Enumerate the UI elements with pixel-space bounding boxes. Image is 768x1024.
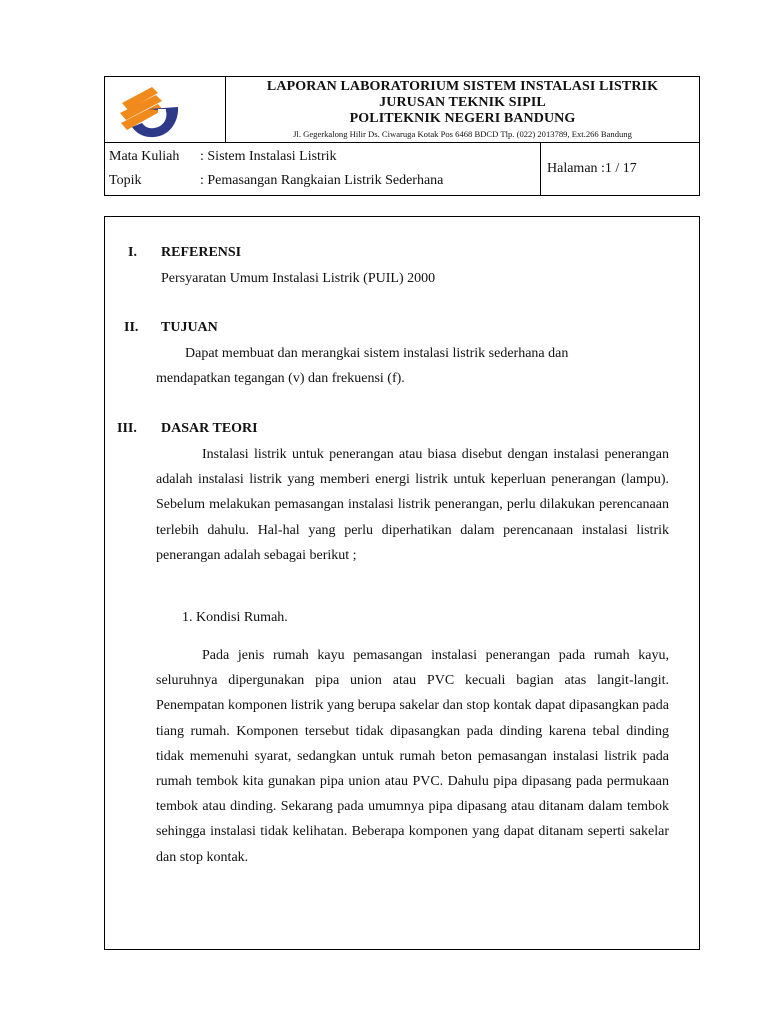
section-title: REFERENSI <box>161 245 242 260</box>
polban-logo-icon <box>118 83 182 139</box>
section-number: I. <box>128 245 137 260</box>
mata-kuliah-value: : Sistem Instalasi Listrik <box>200 149 337 164</box>
list-item-kondisi-rumah: 1. Kondisi Rumah. <box>182 610 288 625</box>
report-title: LAPORAN LABORATORIUM SISTEM INSTALASI LISTRIK <box>266 79 659 94</box>
topik-row <box>109 172 443 190</box>
dasar-teori-body: Pada jenis rumah kayu pemasangan instalasi penerangan pada rumah kayu, seluruhnya dipergunakan pipa union atau PVC kecuali bagian atas langit-langit. Penempatan komponen listrik yang berupa sakelar dan stop kontak dapat dipasangkan pada tiang rumah. Komponen tersebut tidak dipasangkan pada dinding karena tebal dinding tidak memenuhi syarat, sedangkan untuk rumah beton pemasangan instalasi listrik pada rumah tembok kita gunakan pipa union atau PVC. Dahulu pipa dipasang pada permukaan tembok atau dinding. Sekarang pada umumnya pipa dipasang atau ditanam dalam tembok sehingga instalasi tidak kelihatan. Beberapa komponen yang dapat ditanam seperti sakelar dan stop kontak. <box>156 648 669 865</box>
institution-name: POLITEKNIK NEGERI BANDUNG <box>349 111 576 126</box>
title-cell <box>226 77 699 143</box>
institution-address: Jl. Gegerkalong Hilir Ds. Ciwaruga Kotak Pos 6468 BDCD Tlp. (022) 2013789, Ext.266 Bandung <box>293 129 632 139</box>
dasar-teori-intro: Instalasi listrik untuk penerangan atau biasa disebut dengan instalasi penerangan adalah instalasi listrik yang memberi energi listrik untuk keperluan penerangan (lampu). Sebelum melakukan pemasangan instalasi listrik penerangan, perlu dilakukan perencanaan terlebih dahulu. Hal-hal yang perlu diperhatikan dalam perencanaan instalasi listrik penerangan adalah sebagai berikut ; <box>156 447 669 563</box>
section-number: III. <box>117 421 137 436</box>
tujuan-text: Dapat membuat dan merangkai sistem instalasi listrik sederhana dan mendapatkan tegangan (v) dan frekuensi (f). <box>156 346 569 387</box>
section-title: TUJUAN <box>161 320 218 335</box>
section-title: DASAR TEORI <box>161 421 258 436</box>
department-name: JURUSAN TEKNIK SIPIL <box>379 95 546 110</box>
section-number: II. <box>124 320 139 335</box>
page-number-cell <box>541 143 699 195</box>
referensi-text: Persyaratan Umum Instalasi Listrik (PUIL) 2000 <box>161 271 436 286</box>
document-body <box>104 216 700 950</box>
document-header <box>104 76 700 196</box>
logo-cell <box>105 77 226 143</box>
topik-value: : Pemasangan Rangkaian Listrik Sederhana <box>200 173 444 188</box>
page-number: Halaman :1 / 17 <box>547 161 637 176</box>
topik-label: Topik <box>109 173 142 188</box>
course-info-cell <box>105 143 541 195</box>
mata-kuliah-label: Mata Kuliah <box>109 149 180 164</box>
mata-kuliah-row <box>109 148 337 166</box>
